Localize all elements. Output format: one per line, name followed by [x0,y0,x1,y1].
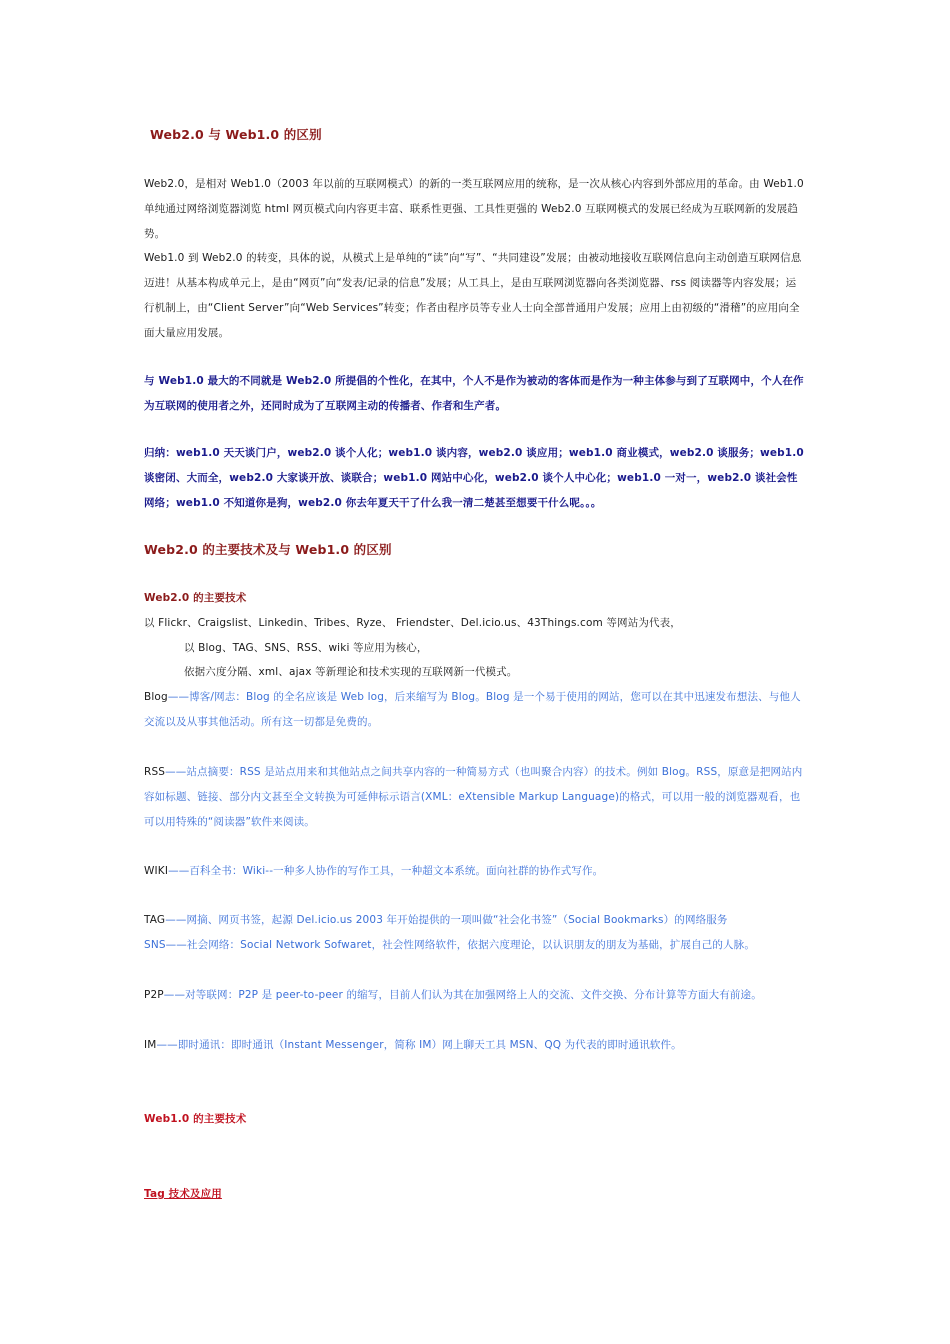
term-p2p [144,983,806,1008]
term-p2p-description: ——对等联网：P2P 是 peer-to-peer 的缩写，目前人们认为其在加强网络上人的交流、文件交换、分布计算等方面大有前途。 [163,989,762,1001]
subheading-web2-tech: Web2.0 的主要技术 [144,592,247,604]
term-wiki-label: WIKI [144,865,169,877]
paragraph-transition: Web1.0 到 Web2.0 的转变，具体的说，从模式上是单纯的“读”向“写”、“共同建设”发展；由被动地接收互联网信息向主动创造互联网信息迈进！从基本构成单元上，是由“网页”向“发表/记录的信息”发展；从工具上，是由互联网浏览器向各类浏览器、rss 阅读器等内容发展；运行机制上，由“Client Server”向“Web Services”转变；作者由程序员等专业人士向全部普通用户发展；应用上由初级的“滑稽”的应用向全面大量应用发展。 [144,252,802,339]
link-tag-technology[interactable]: Tag 技术及应用 [144,1188,222,1200]
term-blog-description: ——博客/网志：Blog 的全名应该是 Web log，后来缩写为 Blog。Blog 是一个易于使用的网站，您可以在其中迅速发布想法、与他人交流以及从事其他活动。所有这一切都是免费的。 [144,691,801,728]
term-rss-description: ——站点摘要：RSS 是站点用来和其他站点之间共享内容的一种简易方式（也叫聚合内容）的技术。例如 Blog。RSS，原意是把网站内容如标题、链接、部分内文甚至全文转换为可延伸标示语言(XML：eXtensible Markup Language)的格式，可以用一般的浏览器观看，也可以用特殊的“阅读器”软件来阅读。 [144,766,803,828]
section-title-technologies: Web2.0 的主要技术及与 Web1.0 的区别 [144,542,392,557]
term-im [144,1033,806,1058]
paragraph-intro: Web2.0，是相对 Web1.0（2003 年以前的互联网模式）的新的一类互联网应用的统称，是一次从核心内容到外部应用的革命。由 Web1.0 单纯通过网络浏览器浏览 html 网页模式向内容更丰富、联系性更强、工具性更强的 Web2.0 互联网模式的发展已经成为互联网新的发展趋势。 [144,178,804,240]
term-tag-label: TAG [144,914,166,926]
paragraph-personalization: 与 Web1.0 最大的不同就是 Web2.0 所提倡的个性化，在其中，个人不是作为被动的客体而是作为一种主体参与到了互联网中，个人在作为互联网的使用者之外，还同时成为了互联网主动的传播者、作者和生产者。 [144,375,804,412]
term-tag [144,908,806,933]
term-im-description: ——即时通讯：即时通讯（Instant Messenger，简称 IM）网上聊天工具 MSN、QQ 为代表的即时通讯软件。 [156,1039,682,1051]
paragraph-summary: 归纳：web1.0 天天谈门户，web2.0 谈个人化；web1.0 谈内容，web2.0 谈应用；web1.0 商业模式，web2.0 谈服务；web1.0 谈密闭、大而全，web2.0 大家谈开放、谈联合；web1.0 网站中心化，web2.0 谈个人中心化；web1.0 一对一，web2.0 谈社会性网络；web1.0 不知道你是狗，web2.0 你去年夏天干了什么我一清二楚甚至想要干什么呢。。。 [144,447,804,509]
term-wiki-description: ——百科全书：Wiki--一种多人协作的写作工具，一种超文本系统。面向社群的协作式写作。 [168,865,604,877]
line-theory-basis: 依据六度分隔、xml、ajax 等新理论和技术实现的互联网新一代模式。 [184,666,518,678]
line-representative-sites: 以 Flickr、Craigslist、Linkedin、Tribes、Ryze、 Friendster、Del.icio.us、43Things.com 等网站为代表， [144,617,681,629]
term-p2p-label: P2P [144,989,164,1001]
term-im-label: IM [144,1039,157,1051]
term-wiki [144,859,806,884]
term-rss [144,760,806,835]
subheading-web1-tech: Web1.0 的主要技术 [144,1113,247,1125]
section-title-difference: Web2.0 与 Web1.0 的区别 [150,127,322,142]
term-blog [144,685,806,735]
term-sns: SNS——社会网络：Social Network Sofwaret，社会性网络软件，依据六度理论，以认识朋友的朋友为基础，扩展自己的人脉。 [144,939,755,951]
term-rss-label: RSS [144,766,166,778]
line-core-applications: 以 Blog、TAG、SNS、RSS、wiki 等应用为核心， [184,642,428,654]
term-tag-description: ——网摘、网页书签，起源 Del.icio.us 2003 年开始提供的一项叫做“社会化书签”（Social Bookmarks）的网络服务 [165,914,728,926]
term-blog-label: Blog [144,691,168,703]
